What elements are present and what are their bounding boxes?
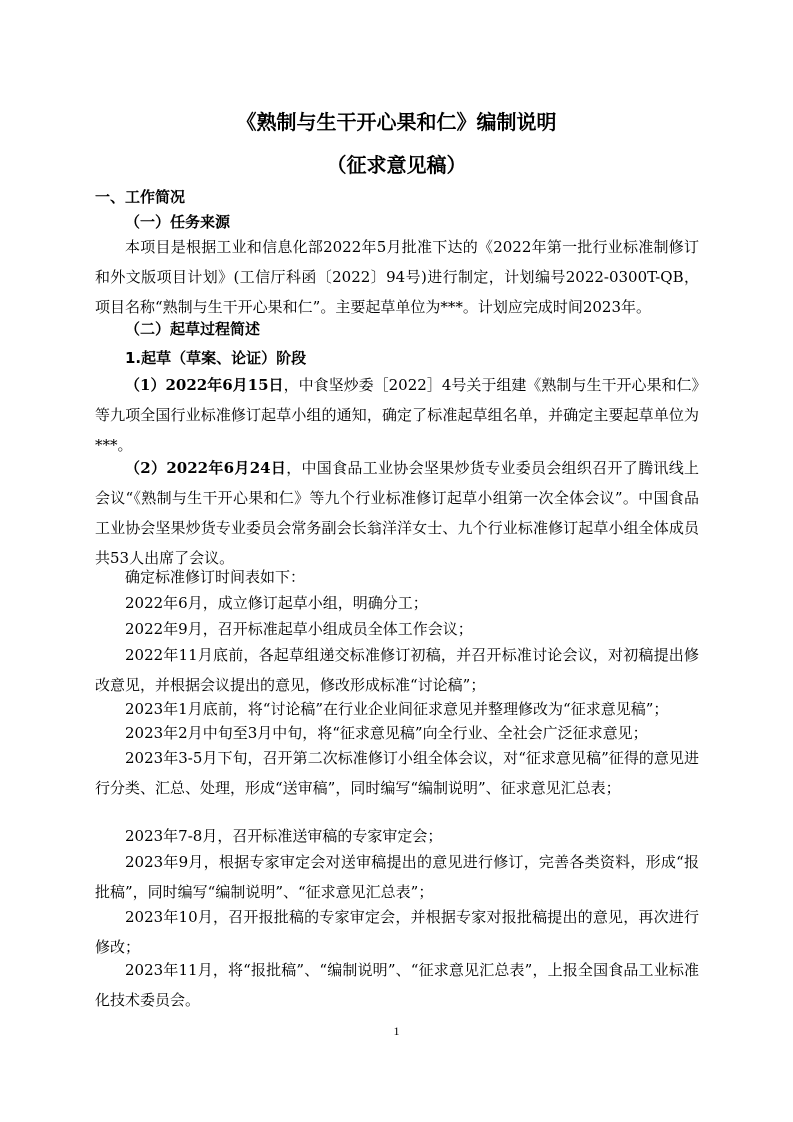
paragraph-task-source: 本项目是根据工业和信息化部2022年5月批准下达的《2022年第一批行业标准制修订和外文版项目计划》(工信厅科函〔2022〕94号)进行制定，计划编号2022-0300T-QB，项目名称“熟制与生干开心果和仁”。主要起草单位为***。计划应完成时间2023年。 xyxy=(95,238,699,316)
document-subtitle: （征求意见稿） xyxy=(326,153,467,177)
item-2-text: ，中国食品工业协会坚果炒货专业委员会组织召开了腾讯线上会议“《熟制与生干开心果和仁》等九个行业标准修订起草小组第一次全体会议”。中国食品工业协会坚果炒货专业委员会常务副会长翁洋洋女士、九个行业标准修订起草小组全体成员共53人出席了会议。 xyxy=(95,459,699,567)
schedule-item: 2023年3-5月下旬，召开第二次标准修订小组全体会议，对“征求意见稿”征得的意见进行分类、汇总、处理，形成“送审稿”，同时编写“编制说明”、征求意见汇总表； xyxy=(95,749,699,797)
paragraph-item-2 xyxy=(95,453,699,573)
item-1-date: （1）2022年6月15日 xyxy=(125,376,284,394)
schedule-item: 2023年1月底前，将“讨论稿”在行业企业间征求意见并整理修改为“征求意见稿”； xyxy=(125,700,669,718)
schedule-item: 2022年6月，成立修订起草小组，明确分工； xyxy=(125,594,428,612)
schedule-item: 2023年2月中旬至3月中旬，将“征求意见稿”向全行业、全社会广泛征求意见； xyxy=(125,724,648,742)
schedule-item: 2022年11月底前，各起草组递交标准修订初稿，并召开标准讨论会议，对初稿提出修改意见，并根据会议提出的意见，修改形成标准“讨论稿”； xyxy=(95,646,699,694)
page-number: 1 xyxy=(393,1024,400,1038)
document-title: 《熟制与生干开心果和仁》编制说明 xyxy=(236,110,557,134)
paragraph-item-1 xyxy=(95,370,699,460)
subsection-heading-task-source: （一）任务来源 xyxy=(125,213,231,231)
schedule-item: 2023年7-8月，召开标准送审稿的专家审定会； xyxy=(125,827,443,845)
schedule-item: 2023年9月，根据专家审定会对送审稿提出的意见进行修订，完善各类资料，形成“报批稿”，同时编写“编制说明”、“征求意见汇总表”； xyxy=(95,853,699,901)
schedule-item: 2022年9月，召开标准起草小组成员全体工作会议； xyxy=(125,620,473,638)
item-1-text: ，中食坚炒委［2022］4号关于组建《熟制与生干开心果和仁》等九项全国行业标准修订起草小组的通知，确定了标准起草组名单，并确定主要起草单位为***。 xyxy=(95,376,699,454)
subsection-heading-drafting-process: （二）起草过程简述 xyxy=(125,320,261,338)
paragraph-schedule-intro: 确定标准修订时间表如下： xyxy=(125,568,306,586)
item-2-date: （2）2022年6月24日 xyxy=(125,459,287,477)
subsection-heading-drafting-stage: 1.起草（草案、论证）阶段 xyxy=(125,349,307,367)
schedule-item: 2023年10月，召开报批稿的专家审定会，并根据专家对报批稿提出的意见，再次进行修改； xyxy=(95,908,699,956)
section-heading-work-overview: 一、工作简况 xyxy=(95,188,186,206)
schedule-item: 2023年11月，将“报批稿”、“编制说明”、“征求意见汇总表”，上报全国食品工业标准化技术委员会。 xyxy=(95,961,699,1009)
